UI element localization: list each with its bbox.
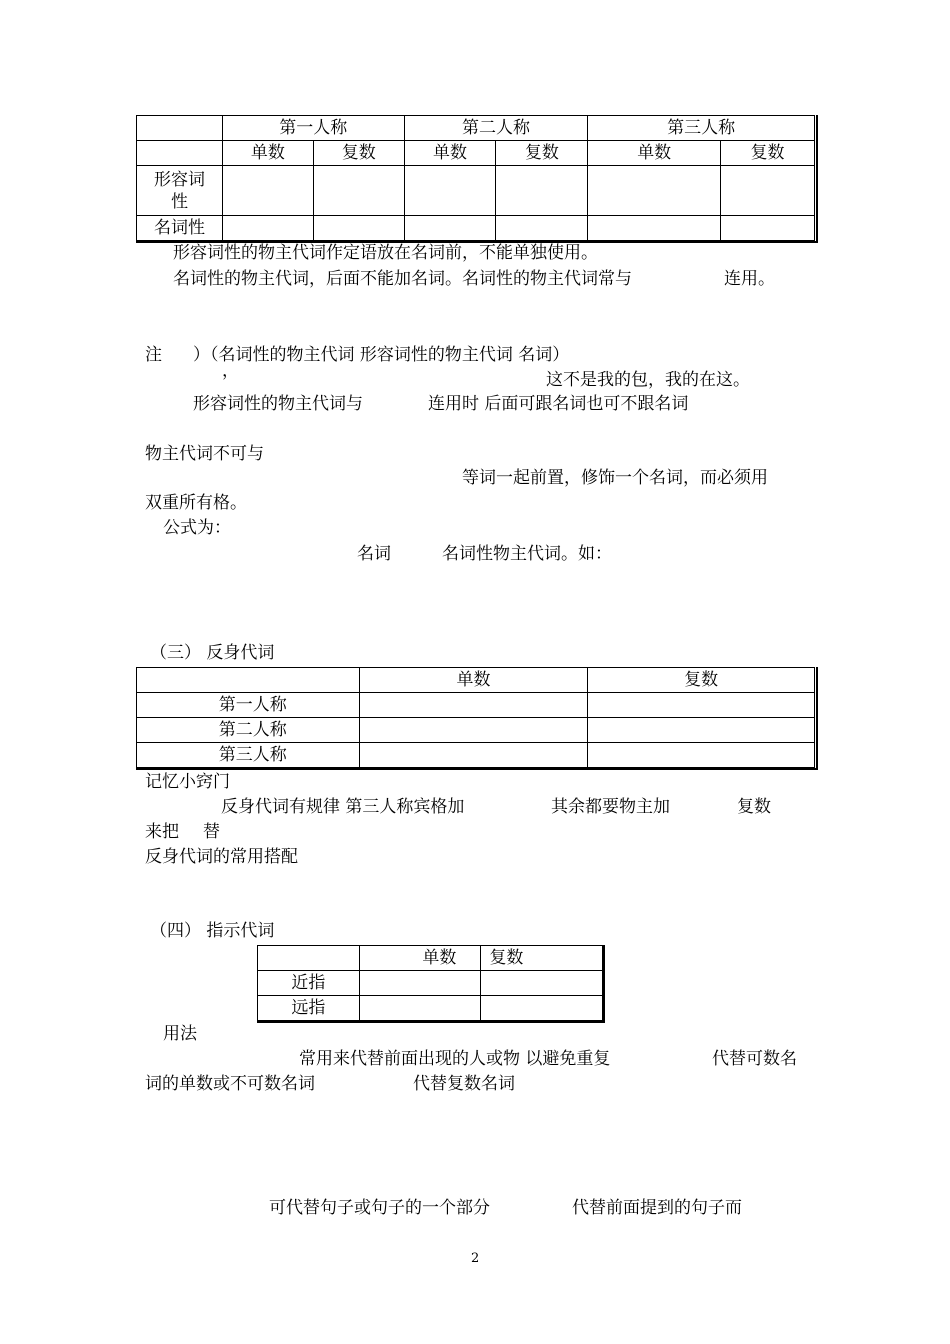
table-shadow-right	[816, 667, 818, 769]
table-cell	[721, 166, 815, 216]
paragraph-nominal-usage-a: 名词性的物主代词，后面不能加名词。名词性的物主代词常与	[173, 269, 632, 289]
table-cell	[359, 693, 588, 718]
table-cell	[588, 693, 815, 718]
subheader-singular: 单数	[222, 141, 313, 166]
subheader-plural: 复数	[496, 141, 588, 166]
column-header-singular: 单数	[359, 946, 481, 971]
memory-tip-line-c: 复数	[737, 797, 771, 817]
table-cell	[496, 166, 588, 216]
possessive-pronoun-table	[136, 115, 815, 241]
memory-tip-heading: 记忆小窍门	[145, 772, 230, 792]
demonstrative-pronoun-table	[257, 945, 603, 1021]
table-cell	[588, 216, 721, 241]
row-header-nominal: 名词性	[137, 216, 223, 241]
subheader-plural: 复数	[721, 141, 815, 166]
table-cell	[481, 996, 603, 1021]
table-cell	[222, 166, 313, 216]
usage-line-f: 代替前面提到的句子而	[572, 1198, 742, 1218]
paragraph-nominal-usage-b: 连用。	[724, 269, 775, 289]
table-cell	[359, 996, 481, 1021]
table-cell	[496, 216, 588, 241]
section-heading-reflexive: （三） 反身代词	[150, 643, 275, 663]
section-heading-demonstrative: （四） 指示代词	[150, 921, 275, 941]
row-header-third-person: 第三人称	[137, 743, 360, 768]
table-shadow-bottom	[136, 768, 818, 770]
paragraph-adjectival-usage: 形容词性的物主代词作定语放在名词前，不能单独使用。	[173, 243, 598, 263]
table-blank-cell	[137, 141, 223, 166]
table-shadow-right	[603, 945, 605, 1023]
memory-tip-line-b: 其余都要物主加	[551, 797, 670, 817]
usage-heading: 用法	[163, 1024, 197, 1044]
reflexive-collocations-heading: 反身代词的常用搭配	[145, 847, 298, 867]
table-cell	[721, 216, 815, 241]
column-header-second-person: 第二人称	[404, 116, 588, 141]
line-formula-pronoun: 名词性物主代词。如：	[442, 544, 612, 564]
table-cell	[481, 971, 603, 996]
column-header-third-person: 第三人称	[588, 116, 815, 141]
subheader-singular: 单数	[404, 141, 496, 166]
usage-line-a: 常用来代替前面出现的人或物 以避免重复	[299, 1049, 611, 1069]
table-cell	[404, 216, 496, 241]
note-line-3b: 连用时 后面可跟名词也可不跟名词	[428, 394, 689, 414]
table-cell	[359, 743, 588, 768]
note-line-3a: 形容词性的物主代词与	[193, 394, 363, 414]
row-header-far: 远指	[258, 996, 360, 1021]
line-formula-noun: 名词	[357, 544, 391, 564]
table-cell	[359, 971, 481, 996]
note-example-translation: 这不是我的包，我的在这。	[546, 370, 750, 390]
page-number: 2	[471, 1251, 480, 1266]
column-header-plural: 复数	[588, 668, 815, 693]
row-header-near: 近指	[258, 971, 360, 996]
reflexive-pronoun-table	[136, 667, 815, 768]
column-header-singular: 单数	[359, 668, 588, 693]
table-cell	[313, 216, 404, 241]
table-cell	[313, 166, 404, 216]
note-label: 注	[145, 345, 162, 365]
usage-line-e: 可代替句子或句子的一个部分	[269, 1198, 490, 1218]
table-cell	[222, 216, 313, 241]
table-corner-cell	[258, 946, 360, 971]
line-double-genitive: 双重所有格。	[145, 493, 247, 513]
table-cell	[359, 718, 588, 743]
subheader-singular: 单数	[588, 141, 721, 166]
row-header-adjectival-text: 形容词性	[153, 169, 205, 212]
table-corner-cell	[137, 668, 360, 693]
memory-tip-line-a: 反身代词有规律 第三人称宾格加	[221, 797, 465, 817]
line-possessive-restriction: 物主代词不可与	[145, 444, 264, 464]
table-cell	[588, 166, 721, 216]
note-comma: ，	[222, 361, 239, 381]
table-cell	[588, 718, 815, 743]
table-cell	[404, 166, 496, 216]
usage-line-b: 代替可数名	[712, 1049, 797, 1069]
table-shadow-bottom	[257, 1021, 605, 1023]
note-formula: ）（名词性的物主代词 形容词性的物主代词 名词）	[193, 345, 570, 365]
usage-line-d: 代替复数名词	[413, 1074, 515, 1094]
row-header-first-person: 第一人称	[137, 693, 360, 718]
column-header-plural: 复数	[481, 946, 603, 971]
line-fronting-rule: 等词一起前置，修饰一个名词，而必须用	[462, 468, 768, 488]
column-header-first-person: 第一人称	[222, 116, 404, 141]
subheader-plural: 复数	[313, 141, 404, 166]
table-cell	[588, 743, 815, 768]
usage-line-c: 词的单数或不可数名词	[145, 1074, 315, 1094]
line-formula-label: 公式为：	[163, 518, 231, 538]
row-header-adjectival	[137, 166, 223, 216]
memory-tip-line-e: 替	[203, 822, 220, 842]
table-corner-cell	[137, 116, 223, 141]
memory-tip-line-d: 来把	[145, 822, 179, 842]
table-shadow-right	[816, 115, 818, 242]
row-header-second-person: 第二人称	[137, 718, 360, 743]
